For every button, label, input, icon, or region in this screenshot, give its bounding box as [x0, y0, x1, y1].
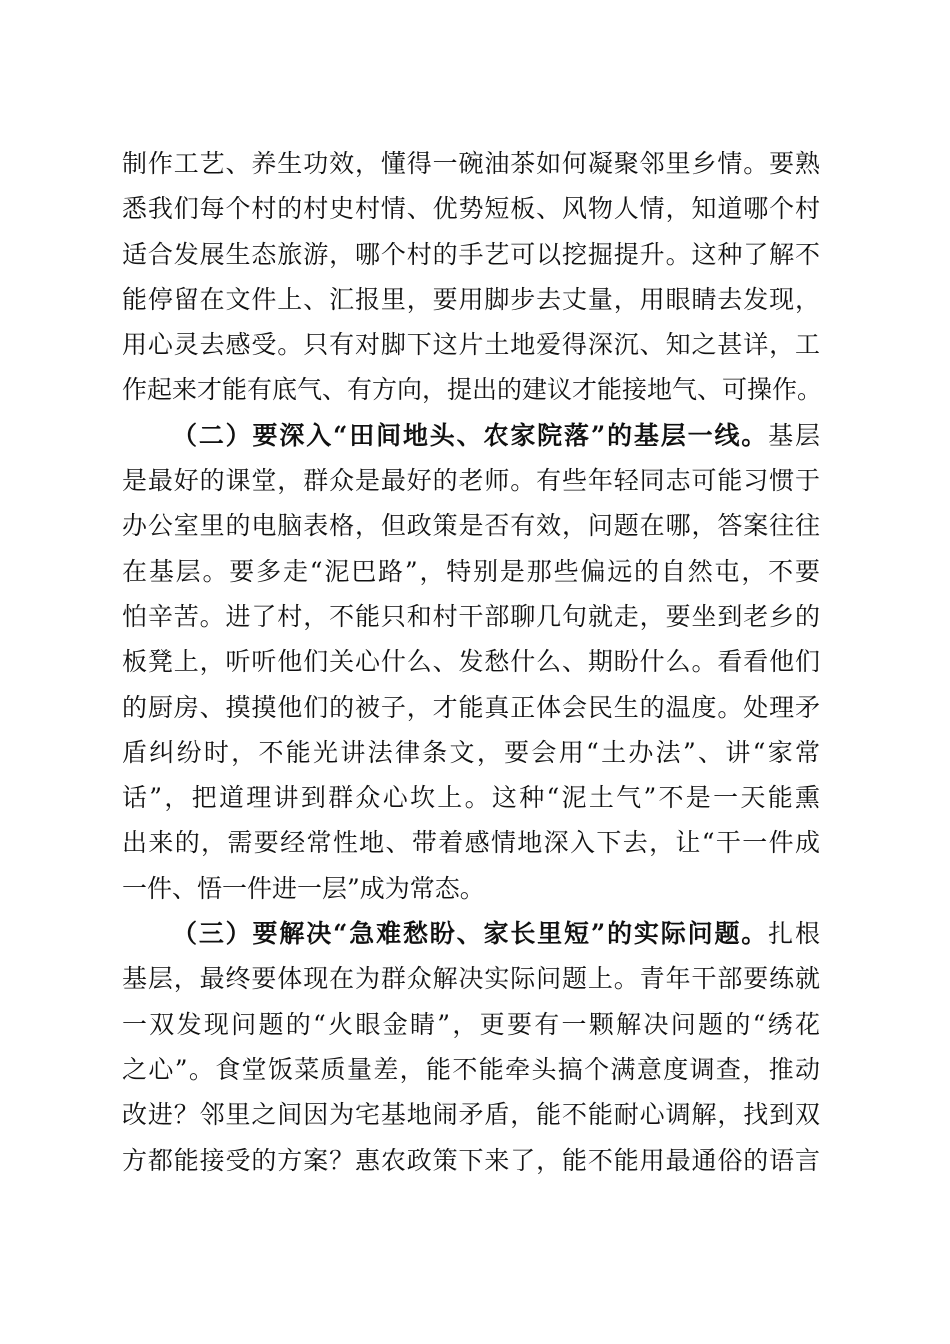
text-line: 作起来才能有底气、有方向，提出的建议才能接地气、可操作。 — [122, 375, 823, 405]
section-heading-line — [122, 413, 820, 458]
text-line: 板凳上，听听他们关心什么、发愁什么、期盼什么。看看他们 — [122, 647, 820, 677]
heading-line-rest: 扎根 — [768, 919, 820, 949]
text-line: 的厨房、摸摸他们的被子，才能真正体会民生的温度。处理矛 — [122, 692, 820, 722]
text-line: 用心灵去感受。只有对脚下这片土地爱得深沉、知之甚详，工 — [122, 330, 820, 360]
text-line: 基层，最终要体现在为群众解决实际问题上。青年干部要练就 — [122, 964, 820, 994]
text-line: 办公室里的电脑表格，但政策是否有效，问题在哪，答案往往 — [122, 511, 820, 541]
text-line: 悉我们每个村的村史村情、优势短板、风物人情，知道哪个村 — [122, 194, 820, 224]
heading-line-rest: 基层 — [768, 420, 820, 450]
text-line: 方都能接受的方案？惠农政策下来了，能不能用最通俗的语言 — [122, 1145, 820, 1175]
text-line: 在基层。要多走“泥巴路”，特别是那些偏远的自然屯，不要 — [122, 556, 820, 586]
document-body — [122, 141, 823, 1183]
text-line: 一件、悟一件进一层”成为常态。 — [122, 873, 485, 903]
text-line: 制作工艺、养生功效，懂得一碗油茶如何凝聚邻里乡情。要熟 — [122, 149, 820, 178]
paragraph-continuation — [122, 141, 823, 413]
text-line: 是最好的课堂，群众是最好的老师。有些年轻同志可能习惯于 — [122, 466, 820, 496]
text-line: 之心”。食堂饭菜质量差，能不能牵头搞个满意度调查，推动 — [122, 1054, 820, 1084]
text-line: 适合发展生态旅游，哪个村的手艺可以挖掘提升。这种了解不 — [122, 239, 820, 269]
paragraph-section-3 — [122, 911, 820, 1183]
text-line: 出来的，需要经常性地、带着感情地深入下去，让“干一件成 — [122, 828, 820, 858]
text-line: 能停留在文件上、汇报里，要用脚步去丈量，用眼睛去发现， — [122, 284, 820, 314]
paragraph-section-2 — [122, 413, 820, 911]
section-heading: （三）要解决“急难愁盼、家长里短”的实际问题。 — [172, 919, 769, 949]
text-line: 怕辛苦。进了村，不能只和村干部聊几句就走，要坐到老乡的 — [122, 601, 820, 631]
text-line: 改进？邻里之间因为宅基地闹矛盾，能不能耐心调解，找到双 — [122, 1100, 820, 1130]
text-line: 盾纠纷时，不能光讲法律条文，要会用“土办法”、讲“家常 — [122, 737, 820, 767]
text-line: 话”，把道理讲到群众心坎上。这种“泥土气”不是一天能熏 — [122, 783, 820, 813]
section-heading-line — [122, 911, 820, 956]
section-heading: （二）要深入“田间地头、农家院落”的基层一线。 — [172, 420, 769, 450]
text-line: 一双发现问题的“火眼金睛”，更要有一颗解决问题的“绣花 — [122, 1009, 820, 1039]
